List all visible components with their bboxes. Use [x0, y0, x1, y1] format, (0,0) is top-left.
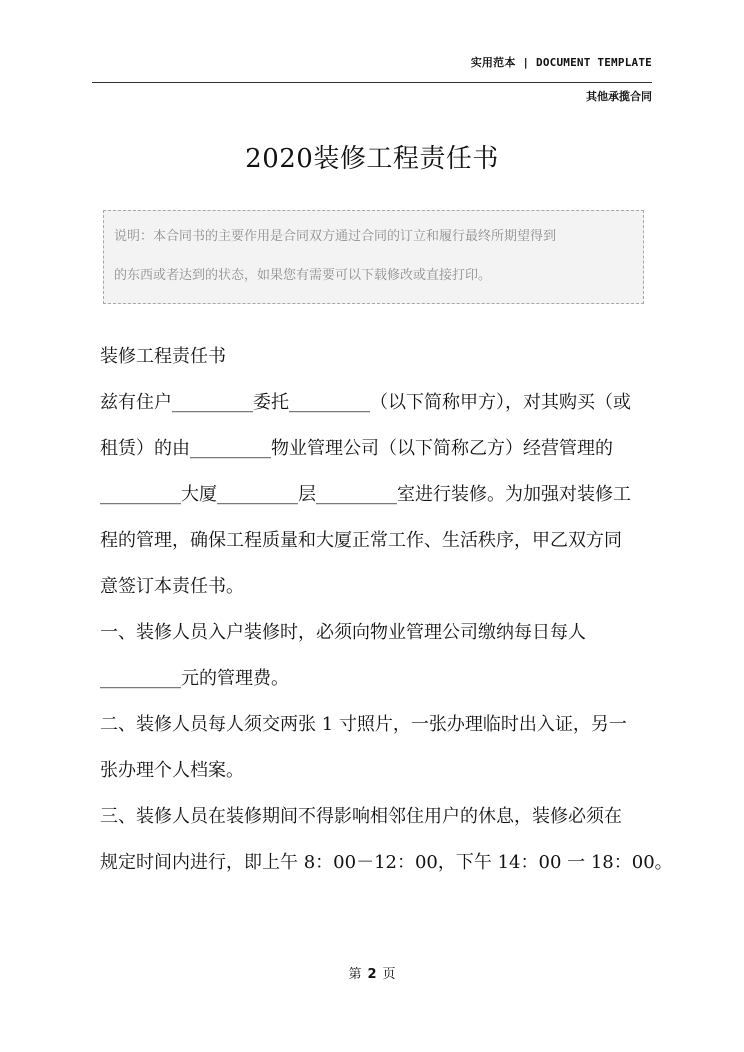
note-line: 说明：本合同书的主要作用是合同双方通过合同的订立和履行最终所期望得到: [114, 229, 557, 244]
document-template-label: 实用范本 | DOCUMENT TEMPLATE: [470, 56, 652, 69]
body-line: 兹有住户_________委托_________（以下简称甲方），对其购买（或: [100, 392, 631, 413]
body-line: 三、装修人员在装修期间不得影响相邻住用户的休息，装修必须在: [100, 806, 622, 827]
body-line: 意签订本责任书。: [100, 576, 244, 597]
section-heading: 装修工程责任书: [100, 346, 226, 367]
document-category: 其他承揽合同: [586, 90, 652, 103]
body-line: 租赁）的由_________物业管理公司（以下简称乙方）经营管理的: [100, 438, 613, 459]
page-footer: [0, 963, 744, 982]
body-line: 张办理个人档案。: [100, 760, 244, 781]
header-divider: [92, 82, 652, 83]
page-prefix: 第: [348, 967, 362, 982]
body-line: 二、装修人员每人须交两张 1 寸照片，一张办理临时出入证，另一: [100, 714, 627, 735]
page-suffix: 页: [382, 967, 396, 982]
note-line: 的东西或者达到的状态，如果您有需要可以下载修改或直接打印。: [114, 268, 492, 283]
note-box: [103, 210, 644, 304]
body-line: _________大厦_________层_________室进行装修。为加强对装修工: [100, 484, 631, 505]
body-line: 程的管理，确保工程质量和大厦正常工作、生活秩序，甲乙双方同: [100, 530, 622, 551]
body-line: 规定时间内进行，即上午 8：00－12：00，下午 14：00 一 18：00。: [100, 852, 673, 873]
page-number: 2: [367, 967, 377, 982]
document-body: [100, 337, 673, 889]
body-line: 一、装修人员入户装修时，必须向物业管理公司缴纳每日每人: [100, 622, 586, 643]
body-line: _________元的管理费。: [100, 668, 289, 689]
document-title: 2020装修工程责任书: [245, 144, 499, 174]
